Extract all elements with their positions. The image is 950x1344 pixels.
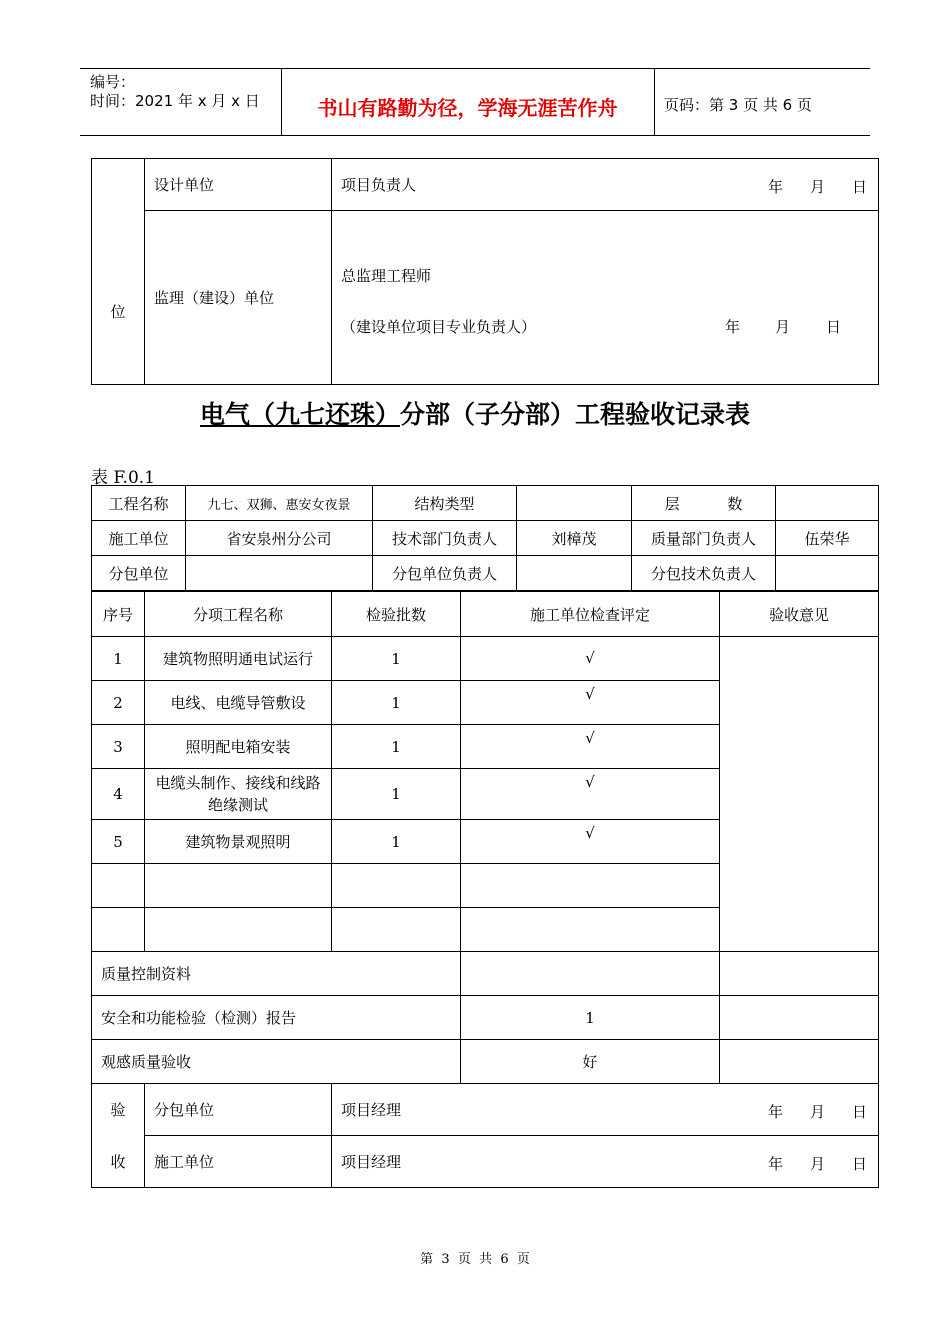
time-label: 时间：2021 年 x 月 x 日 (90, 92, 260, 110)
row-batches: 1 (332, 725, 461, 769)
row-no: 1 (92, 637, 145, 681)
row-no: 4 (92, 769, 145, 820)
date-year: 年 (768, 178, 784, 196)
quality-head-value: 伍荣华 (776, 521, 879, 556)
signoff-row (92, 1084, 879, 1136)
signoff-row (92, 1136, 879, 1188)
signoff-side-2: 收 (92, 1136, 145, 1188)
summary-value: 1 (461, 996, 720, 1040)
summary-opinion (720, 1040, 879, 1084)
summary-row (92, 952, 879, 996)
signoff-role-cell (332, 1136, 879, 1188)
date-month: 月 (810, 1155, 826, 1173)
floors-label: 层 数 (632, 486, 776, 521)
motto: 书山有路勤为径，学海无涯苦作舟 (317, 96, 618, 120)
row-no (92, 908, 145, 952)
row-check: √ (461, 769, 720, 820)
page-label: 页码：第 3 页 共 6 页 (664, 96, 812, 114)
row-name (145, 908, 332, 952)
signoff-unit: 分包单位 (145, 1084, 332, 1136)
date-year: 年 (725, 318, 741, 336)
header-divider-right (654, 68, 655, 135)
row-name: 建筑物照明通电试运行 (145, 637, 332, 681)
quality-head-label: 质量部门负责人 (632, 521, 776, 556)
row-check: √ (461, 681, 720, 725)
tech-head-label: 技术部门负责人 (373, 521, 517, 556)
floors-value (776, 486, 879, 521)
supervision-role-2: （建设单位项目专业负责人） (341, 318, 537, 336)
row-no: 2 (92, 681, 145, 725)
row-name: 照明配电箱安装 (145, 725, 332, 769)
row-no: 3 (92, 725, 145, 769)
row-batches (332, 864, 461, 908)
form-title-underlined: 电气（九七还珠） (199, 400, 400, 429)
row-name (145, 864, 332, 908)
structure-label: 结构类型 (373, 486, 517, 521)
row-no: 5 (92, 820, 145, 864)
page-footer: 第 3 页 共 6 页 (420, 1252, 530, 1267)
subcontractor-value (186, 556, 373, 591)
project-name-label: 工程名称 (92, 486, 186, 521)
header-no: 序号 (92, 592, 145, 637)
project-name: 九七、双狮、惠安女夜景 (186, 486, 373, 521)
sub-head-value (517, 556, 632, 591)
table-id: 表 F.0.1 (91, 468, 155, 488)
row-batches: 1 (332, 681, 461, 725)
form-title (0, 395, 950, 431)
sub-head-label: 分包单位负责人 (373, 556, 517, 591)
contractor-label: 施工单位 (92, 521, 186, 556)
signoff-side-1: 验 (92, 1084, 145, 1136)
table-row (92, 637, 879, 681)
design-role-cell (332, 159, 879, 211)
serial-label: 编号： (90, 73, 136, 91)
summary-value: 好 (461, 1040, 720, 1084)
items-table (91, 591, 879, 1188)
date-day: 日 (852, 1103, 868, 1121)
row-check (461, 864, 720, 908)
row-batches (332, 908, 461, 952)
date-month: 月 (810, 1103, 826, 1121)
row-check (461, 908, 720, 952)
sub-tech-value (776, 556, 879, 591)
summary-row (92, 1040, 879, 1084)
summary-label: 安全和功能检验（检测）报告 (92, 996, 461, 1040)
date-day: 日 (852, 1155, 868, 1173)
summary-opinion (720, 996, 879, 1040)
summary-row (92, 996, 879, 1040)
contractor-value: 省安泉州分公司 (186, 521, 373, 556)
design-role-label: 项目负责人 (341, 176, 417, 194)
side-label: 位 (92, 159, 145, 385)
summary-label: 观感质量验收 (92, 1040, 461, 1084)
header-name: 分项工程名称 (145, 592, 332, 637)
sub-tech-label: 分包技术负责人 (632, 556, 776, 591)
date-day: 日 (852, 178, 868, 196)
header-batches: 检验批数 (332, 592, 461, 637)
date-day: 日 (826, 318, 842, 336)
row-name: 电线、电缆导管敷设 (145, 681, 332, 725)
structure-value (517, 486, 632, 521)
header-opinion: 验收意见 (720, 592, 879, 637)
date-year: 年 (768, 1103, 784, 1121)
summary-value (461, 952, 720, 996)
supervision-role-1: 总监理工程师 (341, 267, 432, 285)
signoff-role: 项目经理 (341, 1153, 402, 1171)
row-name: 电缆头制作、接线和线路绝缘测试 (145, 769, 332, 820)
tech-head-value: 刘樟茂 (517, 521, 632, 556)
header-check: 施工单位检查评定 (461, 592, 720, 637)
date-month: 月 (810, 178, 826, 196)
supervision-role-cell (332, 211, 879, 385)
row-name: 建筑物景观照明 (145, 820, 332, 864)
signoff-role-cell (332, 1084, 879, 1136)
summary-label: 质量控制资料 (92, 952, 461, 996)
top-signoff-table (91, 158, 879, 385)
supervision-unit-label: 监理（建设）单位 (145, 211, 332, 385)
row-no (92, 864, 145, 908)
summary-opinion (720, 952, 879, 996)
row-check: √ (461, 725, 720, 769)
row-batches: 1 (332, 820, 461, 864)
form-title-rest: 分部（子分部）工程验收记录表 (400, 400, 751, 429)
signoff-unit: 施工单位 (145, 1136, 332, 1188)
date-month: 月 (775, 318, 791, 336)
opinion-cell (720, 637, 879, 952)
header-top-rule (80, 68, 870, 69)
row-check: √ (461, 637, 720, 681)
row-batches: 1 (332, 637, 461, 681)
header-bottom-rule (80, 135, 870, 136)
signoff-role: 项目经理 (341, 1101, 402, 1119)
row-batches: 1 (332, 769, 461, 820)
subcontractor-label: 分包单位 (92, 556, 186, 591)
date-year: 年 (768, 1155, 784, 1173)
design-unit-label: 设计单位 (145, 159, 332, 211)
row-check: √ (461, 820, 720, 864)
project-info-table (91, 485, 879, 591)
